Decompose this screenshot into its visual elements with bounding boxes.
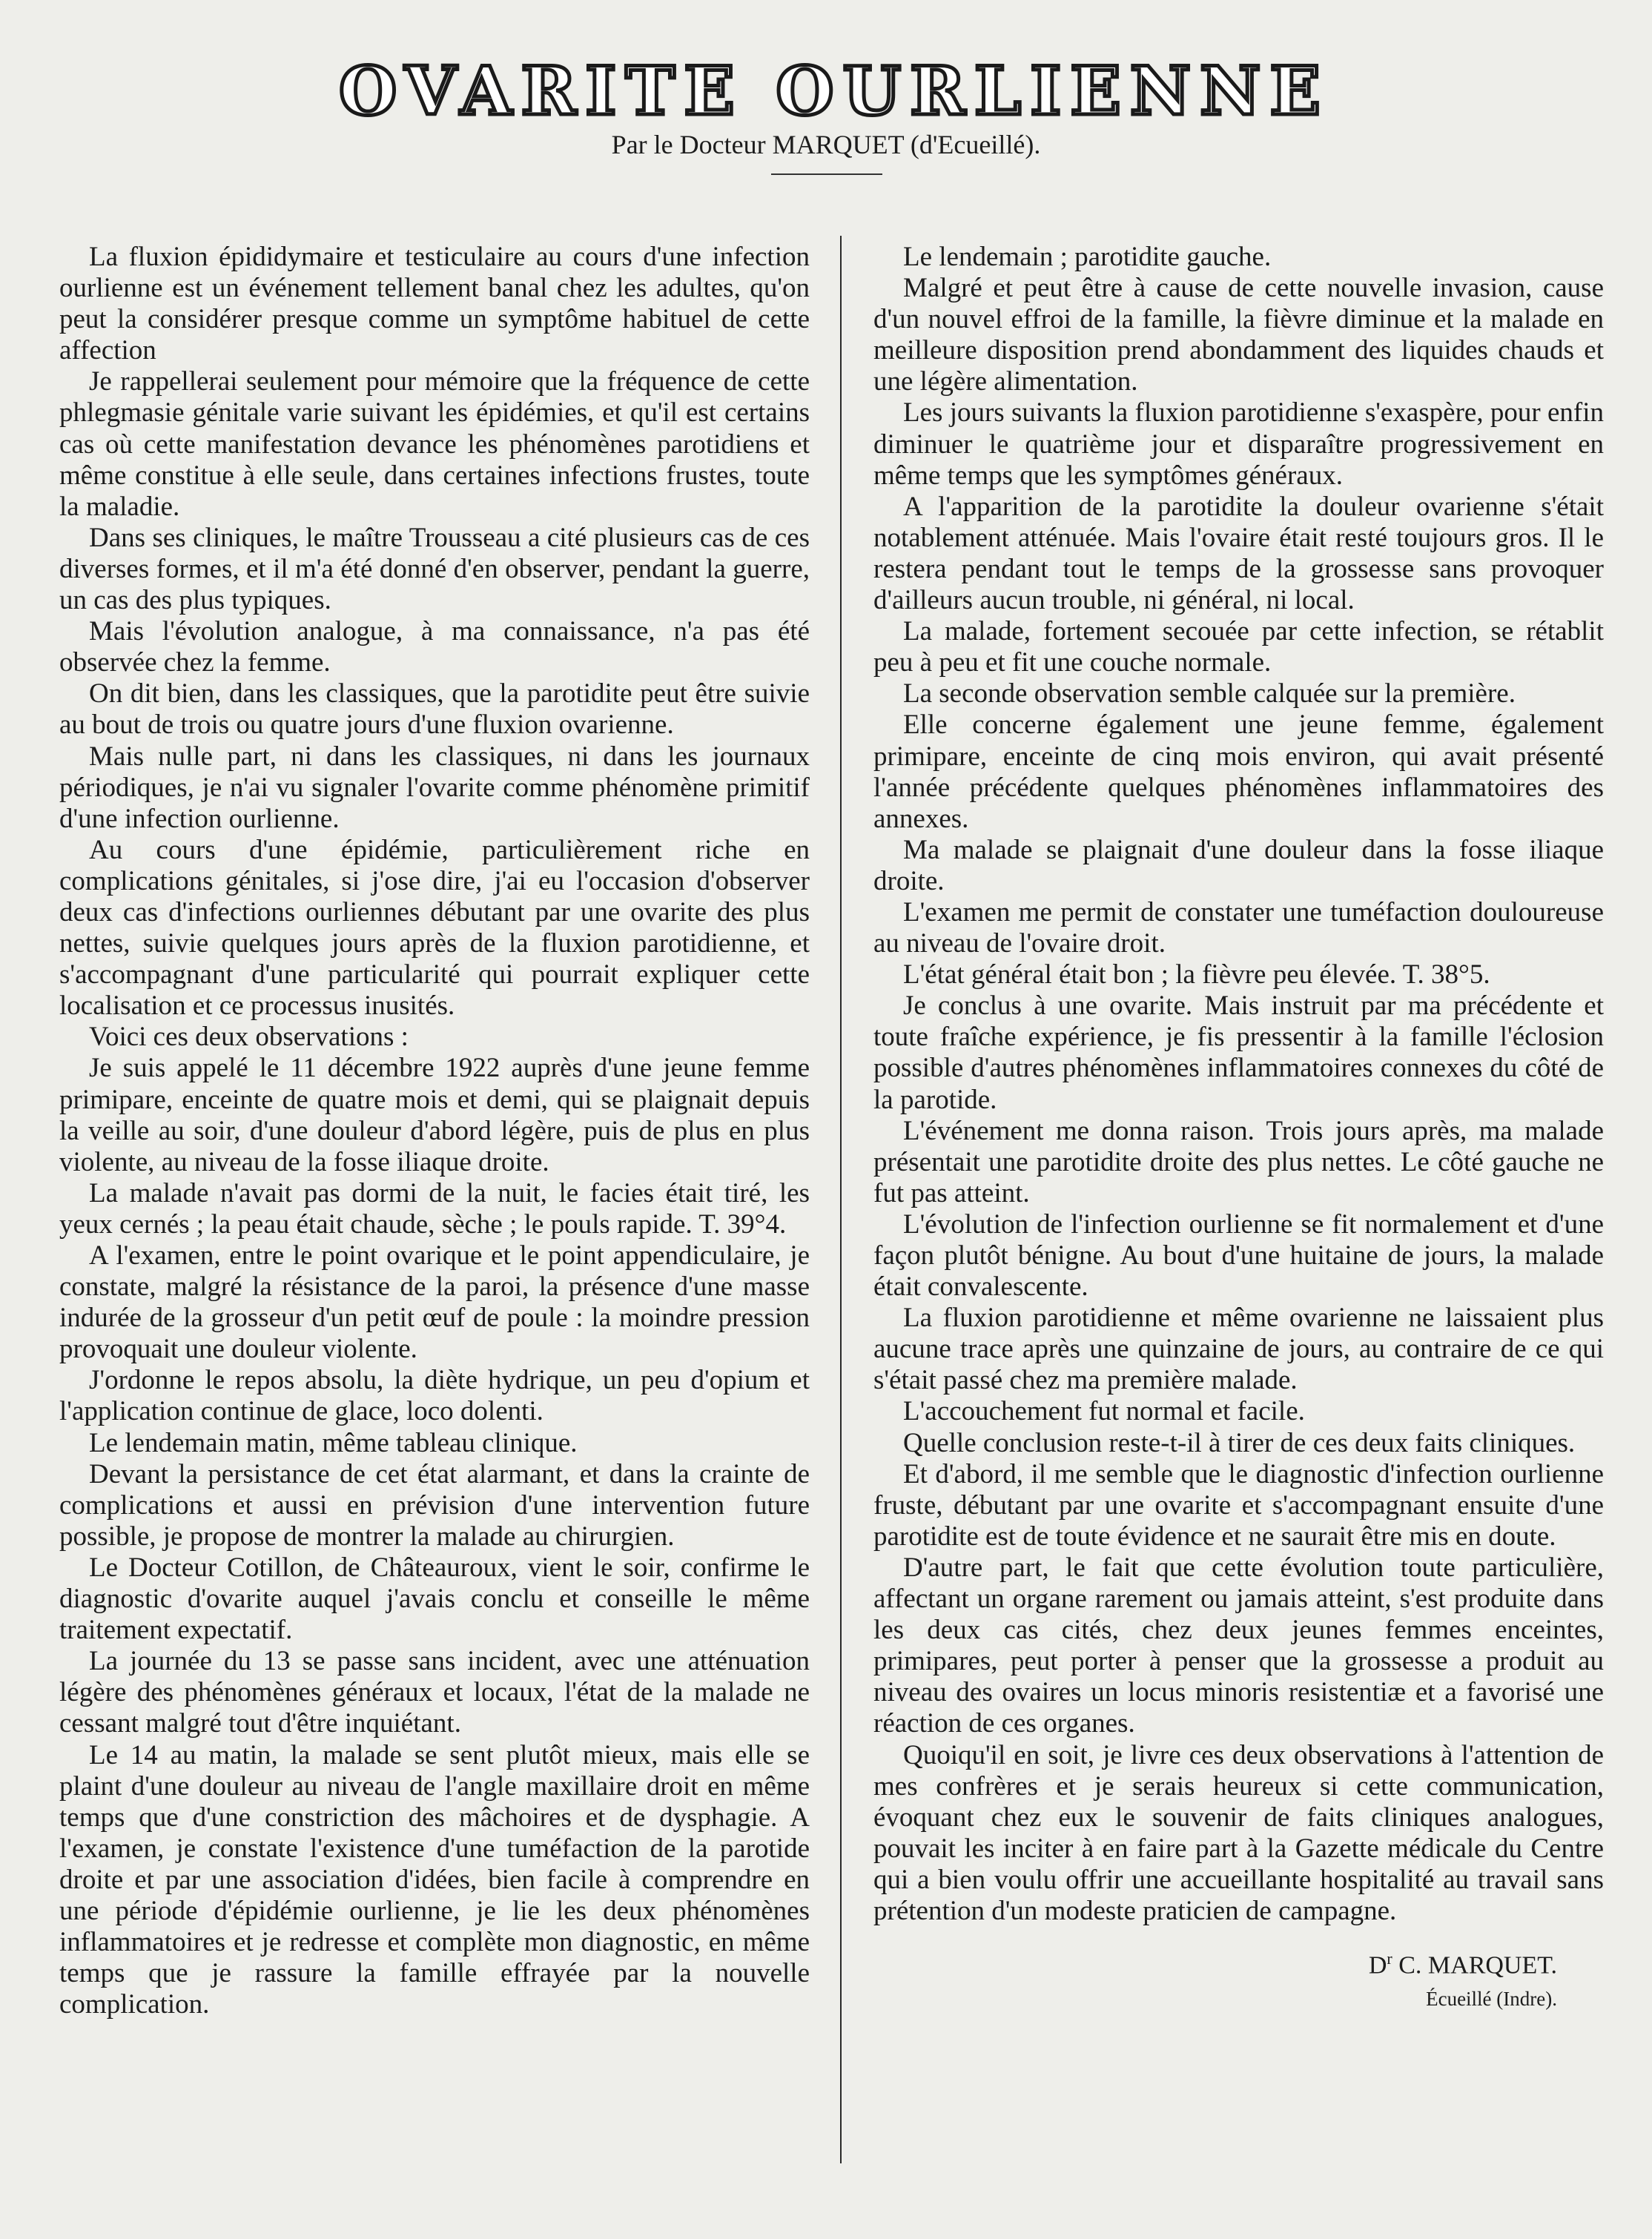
right-column — [873, 242, 1604, 1927]
paragraph: L'état général était bon ; la fièvre peu élevée. T. 38°5. — [903, 959, 1490, 990]
paragraph: La journée du 13 se passe sans incident, avec une atténuation légère des phénomènes généraux et locaux, l'état de la malade ne cessant malgré tout d'être inquiétant. — [59, 1646, 810, 1739]
paragraph: La fluxion épididymaire et testiculaire au cours d'une infection ourlienne est un événement tellement banal chez les adultes, qu'on peut la considérer presque comme un symptôme habituel de cette affection — [59, 242, 810, 366]
author-byline: Par le Docteur MARQUET (d'Ecueillé). — [611, 130, 1041, 159]
left-column — [59, 242, 810, 2020]
paragraph: D'autre part, le fait que cette évolution toute particulière, affectant un organe rarement ou jamais atteint, s'est produite dans les deux cas cités, chez deux jeunes femmes enceintes, primipares, peut porter à penser que la grossesse a produit au niveau des ovaires un locus minoris resistentiæ et a favorisé une réaction de ces organes. — [873, 1552, 1604, 1739]
paragraph: Les jours suivants la fluxion parotidienne s'exaspère, pour enfin diminuer le quatrième jour et disparaître progressivement en même temps que les symptômes généraux. — [873, 397, 1604, 491]
paragraph: Le Docteur Cotillon, de Châteauroux, vient le soir, confirme le diagnostic d'ovarite auquel j'avais conclu et conseille le même traitement expectatif. — [59, 1552, 810, 1646]
paragraph: La seconde observation semble calquée sur la première. — [903, 678, 1516, 710]
paragraph: Je conclus à une ovarite. Mais instruit par ma précédente et toute fraîche expérience, je fis pressentir à la famille l'éclosion possible d'autres phénomènes inflammatoires connexes du côté de la parotide. — [873, 990, 1604, 1115]
column-divider — [840, 236, 842, 2163]
signature-location: Écueillé (Indre). — [1426, 1988, 1557, 2010]
paragraph: L'examen me permit de constater une tuméfaction douloureuse au niveau de l'ovaire droit. — [873, 896, 1604, 959]
paragraph: Je suis appelé le 11 décembre 1922 auprès d'une jeune femme primipare, enceinte de quatre mois et demi, qui se plaignait depuis la veille au soir, d'une douleur d'abord légère, puis de plus en plus violente, au niveau de la fosse iliaque droite. — [59, 1053, 810, 1177]
paragraph: Et d'abord, il me semble que le diagnostic d'infection ourlienne fruste, débutant par une ovarite et s'accompagnant ensuite d'une parotidite est de toute évidence et ne saurait être mis en doute. — [873, 1458, 1604, 1552]
paragraph: Quelle conclusion reste-t-il à tirer de ces deux faits cliniques. — [903, 1427, 1576, 1458]
paragraph: A l'apparition de la parotidite la douleur ovarienne s'était notablement atténuée. Mais l'ovaire était resté toujours gros. Il le restera pendant tout le temps de la grossesse sans provoquer d'ailleurs aucun trouble, ni général, ni local. — [873, 491, 1604, 616]
paragraph: Au cours d'une épidémie, particulièrement riche en complications génitales, si j'ose dire, j'ai eu l'occasion d'observer deux cas d'infections ourliennes débutant par une ovarite des plus nettes, suivie quelques jours après de la fluxion parotidienne, et s'accompagnant d'une particularité qui pourrait expliquer cette localisation et ce processus inusités. — [59, 834, 810, 1022]
paragraph: La malade, fortement secouée par cette infection, se rétablit peu à peu et fit une couche normale. — [873, 616, 1604, 678]
title-separator — [771, 173, 882, 175]
paragraph: A l'examen, entre le point ovarique et le point appendiculaire, je constate, malgré la résistance de la paroi, la présence d'une masse indurée de la grosseur d'un petit œuf de poule : la moindre pression provoquait une douleur violente. — [59, 1240, 810, 1365]
paragraph: L'accouchement fut normal et facile. — [903, 1396, 1305, 1427]
paragraph: L'évolution de l'infection ourlienne se fit normalement et d'une façon plutôt bénigne. Au bout d'une huitaine de jours, la malade était convalescente. — [873, 1208, 1604, 1303]
paragraph: Mais nulle part, ni dans les classiques, ni dans les journaux périodiques, je n'ai vu signaler l'ovarite comme phénomène primitif d'une infection ourlienne. — [59, 741, 810, 834]
paragraph: Malgré et peut être à cause de cette nouvelle invasion, cause d'un nouvel effroi de la famille, la fièvre diminue et la malade en meilleure disposition prend abondamment des liquides chauds et une légère alimentation. — [873, 273, 1604, 397]
paragraph: Le lendemain ; parotidite gauche. — [903, 242, 1272, 272]
signature-name: C. MARQUET. — [1398, 1951, 1557, 1980]
paragraph: La fluxion parotidienne et même ovarienne ne laissaient plus aucune trace après une quinzaine de jours, au contraire de ce qui s'était passé chez ma première malade. — [873, 1303, 1604, 1396]
paragraph: La malade n'avait pas dormi de la nuit, le facies était tiré, les yeux cernés ; la peau était chaude, sèche ; le pouls rapide. T. 39°4. — [59, 1177, 810, 1240]
paragraph: Voici ces deux observations : — [89, 1022, 409, 1053]
article-title: OVARITE OURLIENNE — [338, 52, 1330, 130]
paragraph: Devant la persistance de cet état alarmant, et dans la crainte de complications et aussi en prévision d'une intervention future possible, je propose de montrer la malade au chirurgien. — [59, 1458, 810, 1552]
paragraph: Ma malade se plaignait d'une douleur dans la fosse iliaque droite. — [873, 834, 1604, 896]
paragraph: Le lendemain matin, même tableau clinique. — [89, 1427, 578, 1458]
signature — [1112, 1949, 1557, 1980]
paragraph: Mais l'évolution analogue, à ma connaissance, n'a pas été observée chez la femme. — [59, 616, 810, 678]
paragraph: Le 14 au matin, la malade se sent plutôt mieux, mais elle se plaint d'une douleur au niveau de l'angle maxillaire droit en même temps que d'une constriction des mâchoires et de dysphagie. A l'examen, je constate l'existence d'une tuméfaction de la parotide droite et par une association d'idées, bien facile à comprendre en une période d'épidémie ourlienne, je lie les deux phénomènes inflammatoires et je redresse et complète mon diagnostic, en même temps que je rassure la famille effrayée par la nouvelle complication. — [59, 1739, 810, 2020]
paragraph: J'ordonne le repos absolu, la diète hydrique, un peu d'opium et l'application continue de glace, loco dolenti. — [59, 1365, 810, 1427]
paragraph: L'événement me donna raison. Trois jours après, ma malade présentait une parotidite droite des plus nettes. Le côté gauche ne fut pas atteint. — [873, 1115, 1604, 1208]
signature-superscript: r — [1387, 1949, 1392, 1968]
paragraph: Dans ses cliniques, le maître Trousseau a cité plusieurs cas de ces diverses formes, et il m'a été donné d'en observer, pendant la guerre, un cas des plus typiques. — [59, 522, 810, 616]
paragraph: Elle concerne également une jeune femme, également primipare, enceinte de cinq mois environ, qui avait présenté l'année précédente quelques phénomènes inflammatoires des annexes. — [873, 710, 1604, 834]
signature-prefix: D — [1368, 1951, 1387, 1980]
paragraph: On dit bien, dans les classiques, que la parotidite peut être suivie au bout de trois ou quatre jours d'une fluxion ovarienne. — [59, 678, 810, 741]
paragraph: Je rappellerai seulement pour mémoire que la fréquence de cette phlegmasie génitale varie suivant les épidémies, et qu'il est certains cas où cette manifestation devance les phénomènes parotidiens et même constitue à elle seule, dans certaines infections frustes, toute la maladie. — [59, 366, 810, 522]
paragraph: Quoiqu'il en soit, je livre ces deux observations à l'attention de mes confrères et je serais heureux si cette communication, évoquant chez eux le souvenir de faits cliniques analogues, pouvait les inciter à en faire part à la Gazette médicale du Centre qui a bien voulu offrir une accueillante hospitalité au travail sans prétention d'un modeste praticien de campagne. — [873, 1739, 1604, 1926]
